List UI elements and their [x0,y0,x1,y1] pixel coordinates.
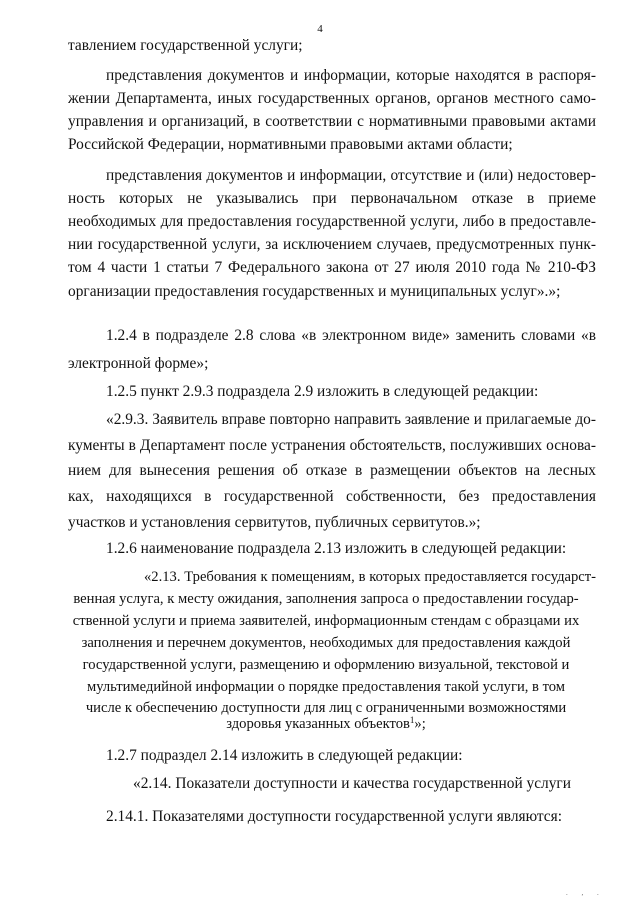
text-line: мультимедийной информации о порядке предоставления такой услуги, в том [86,679,566,695]
text-line: представления документов и информации, которые находятся в распоря- [106,67,596,84]
text-line: 1.2.6 наименование подраздела 2.13 изложить в следующей редакции: [106,540,567,557]
footnote-mark: 1 [409,715,415,725]
text-line: 1.2.7 подраздел 2.14 изложить в следующей редакции: [106,747,463,764]
text-line: электронной форме»; [68,355,209,372]
text-line: венная услуга, к месту ожидания, заполнения запроса о предоставлении государ- [73,591,579,607]
text-line: числе к обеспечению доступности для лиц с ограниченными возможностями [85,700,567,716]
page-number: 4 [317,23,323,35]
text-line-with-footnote [56,715,596,733]
text-line: заполнения и перечнем документов, необходимых для предоставления каждой [81,635,571,651]
text-line: ках, находящихся в государственной собственности, без предоставления [68,488,596,505]
text-line: «2.9.3. Заявитель вправе повторно направить заявление и прилагаемые до- [106,411,596,428]
text-line: представления документов и информации, отсутствие и (или) недостовер- [106,167,596,184]
text-line: государственной услуги, размещению и оформлению визуальной, текстовой и [82,657,570,673]
text-line: нии государственной услуги, за исключением случаев, предусмотренных пунк- [68,236,596,253]
text-line: необходимых для предоставления государственной услуги, либо в предоставле- [68,213,596,230]
text-line: ственной услуги и приема заявителей, информационным стендам с образцами их [72,613,580,629]
text-line: участков и установления сервитутов, публичных сервитутов.»; [68,514,481,531]
text-line: кументы в Департамент после устранения обстоятельств, послуживших основа- [68,437,596,454]
text-line: управления и организаций, в соответствии с нормативными правовыми актами [68,113,596,130]
text-line: тавлением государственной услуги; [68,37,303,54]
text-line: том 4 части 1 статьи 7 Федерального закона от 27 июля 2010 года № 210-ФЗ [68,259,596,276]
text-line: Российской Федерации, нормативными правовыми актами области; [68,136,513,153]
scan-specks: . , . [566,889,605,897]
text-line: «2.14. Показатели доступности и качества государственной услуги [133,775,571,792]
text-line: 2.14.1. Показателями доступности государственной услуги являются: [106,808,562,825]
text-line: нием для вынесения решения об отказе в размещении объектов на лесных [68,462,596,479]
line-tail: »; [414,716,426,732]
text-line: здоровья указанных объектов [226,716,410,732]
text-line: 1.2.4 в подразделе 2.8 слова «в электронном виде» заменить словами «в [106,327,596,344]
text-line: 1.2.5 пункт 2.9.3 подраздела 2.9 изложить в следующей редакции: [106,383,539,400]
text-line: жении Департамента, иных государственных органов, органов местного само- [68,90,596,107]
text-line: «2.13. Требования к помещениям, в которых предоставляется государст- [144,569,596,585]
text-line: организации предоставления государственных и муниципальных услуг».»; [68,283,561,300]
text-line: ность которых не указывались при первоначальном отказе в приеме [68,190,596,207]
